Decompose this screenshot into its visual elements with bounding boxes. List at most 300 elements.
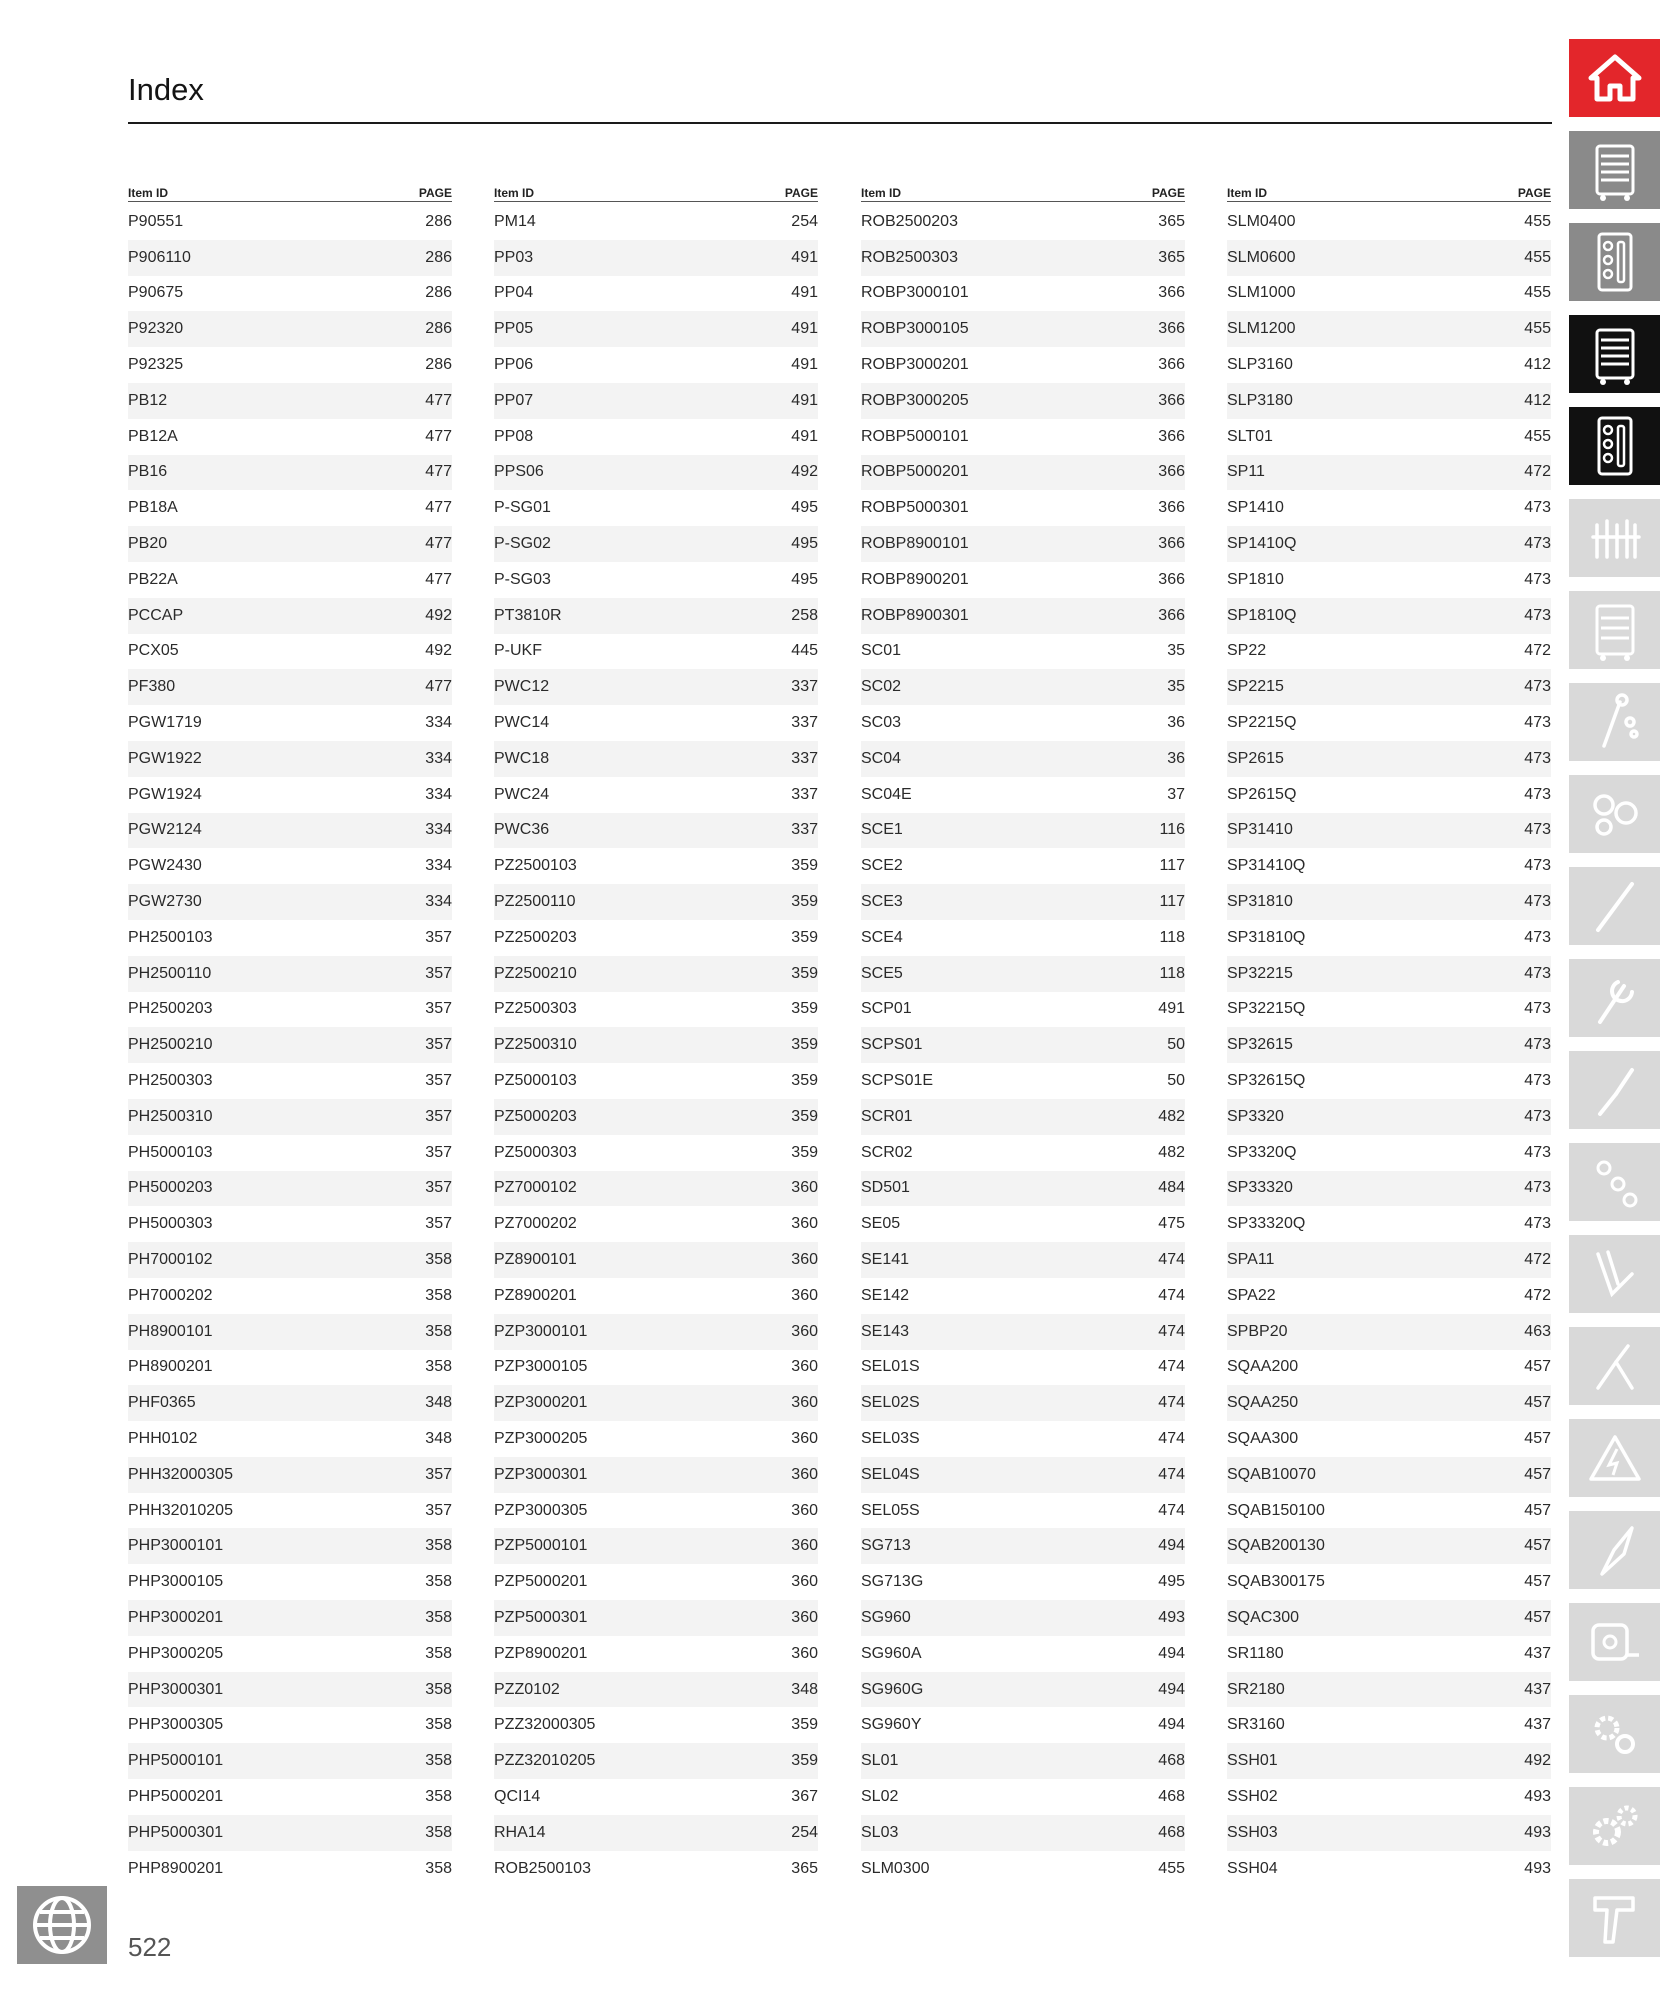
item-page: 337 — [791, 678, 818, 696]
index-row — [861, 526, 1185, 562]
item-id: SP1810 — [1227, 570, 1284, 588]
hex-keys-icon — [1588, 1244, 1642, 1304]
item-page: 360 — [791, 1501, 818, 1519]
item-id: QCI14 — [494, 1787, 541, 1805]
item-id: SP2215Q — [1227, 714, 1297, 732]
item-page: 357 — [425, 1215, 452, 1233]
item-id: SCE2 — [861, 857, 903, 875]
item-id: PH2500103 — [128, 928, 213, 946]
index-row — [494, 1457, 818, 1493]
tab-wrench-socket[interactable] — [1569, 683, 1660, 761]
index-row — [861, 813, 1185, 849]
item-id: PHH32010205 — [128, 1501, 233, 1519]
item-id: PZP5000201 — [494, 1573, 588, 1591]
tab-gears[interactable] — [1569, 1787, 1660, 1865]
item-id: SCE4 — [861, 928, 903, 946]
item-page: 473 — [1524, 749, 1551, 767]
index-row — [1227, 1099, 1551, 1135]
item-id: P-SG01 — [494, 499, 551, 517]
index-row — [128, 1171, 452, 1207]
index-row — [1227, 240, 1551, 276]
item-page: 359 — [791, 1036, 818, 1054]
item-page: 357 — [425, 1036, 452, 1054]
item-id: SP33320 — [1227, 1179, 1293, 1197]
item-page: 437 — [1524, 1680, 1551, 1698]
item-page: 473 — [1524, 821, 1551, 839]
index-row — [494, 1564, 818, 1600]
item-page: 286 — [425, 284, 452, 302]
item-page: 493 — [1524, 1787, 1551, 1805]
item-id: P-UKF — [494, 642, 542, 660]
item-id: PT3810R — [494, 606, 562, 624]
item-id: PHP5000301 — [128, 1823, 224, 1841]
index-row — [128, 419, 452, 455]
item-id: RHA14 — [494, 1823, 546, 1841]
item-id: SC04 — [861, 749, 902, 767]
index-row — [1227, 1350, 1551, 1386]
index-row — [494, 204, 818, 240]
item-page: 468 — [1158, 1752, 1185, 1770]
index-row — [861, 956, 1185, 992]
sockets-icon — [1588, 787, 1642, 841]
item-id: ROB2500103 — [494, 1859, 591, 1877]
item-id: SQAA300 — [1227, 1429, 1299, 1447]
item-page: 357 — [425, 1107, 452, 1125]
item-page: 491 — [791, 391, 818, 409]
index-row — [1227, 1242, 1551, 1278]
item-id: PH8900201 — [128, 1358, 213, 1376]
pneumatic-tool-icon — [1587, 1888, 1643, 1948]
tape-measure-icon — [1587, 1617, 1643, 1667]
item-id: PZP3000101 — [494, 1322, 588, 1340]
item-id: SCPS01E — [861, 1072, 934, 1090]
item-id: PZZ0102 — [494, 1680, 560, 1698]
item-page: 477 — [425, 570, 452, 588]
item-id: SQAB300175 — [1227, 1573, 1325, 1591]
item-page: 360 — [791, 1358, 818, 1376]
header-page: PAGE — [784, 186, 818, 200]
item-page: 473 — [1524, 1215, 1551, 1233]
index-row — [494, 1672, 818, 1708]
item-page: 117 — [1159, 857, 1185, 875]
tab-roller-cabinet[interactable] — [1569, 591, 1660, 669]
index-row — [1227, 383, 1551, 419]
gears-icon — [1587, 1798, 1643, 1854]
item-id: P-SG02 — [494, 535, 551, 553]
tab-hex-keys[interactable] — [1569, 1235, 1660, 1313]
item-id: P-SG03 — [494, 570, 551, 588]
item-id: ROBP3000205 — [861, 391, 969, 409]
index-row — [861, 1743, 1185, 1779]
tab-socket-tray[interactable] — [1569, 223, 1660, 301]
item-id: SQAB10070 — [1227, 1465, 1316, 1483]
item-id: SPA22 — [1227, 1286, 1276, 1304]
item-id: PH2500303 — [128, 1072, 213, 1090]
item-page: 474 — [1158, 1358, 1185, 1376]
item-id: SSH01 — [1227, 1752, 1278, 1770]
item-page: 254 — [791, 1823, 818, 1841]
item-id: PZ5000103 — [494, 1072, 577, 1090]
item-page: 366 — [1158, 284, 1185, 302]
item-page: 472 — [1524, 1286, 1551, 1304]
item-page: 472 — [1524, 642, 1551, 660]
tab-socket-tray-2[interactable] — [1569, 407, 1660, 485]
index-row — [494, 1314, 818, 1350]
item-id: PZ2500103 — [494, 857, 577, 875]
item-page: 457 — [1524, 1358, 1551, 1376]
item-page: 493 — [1524, 1859, 1551, 1877]
item-id: PGW1719 — [128, 714, 202, 732]
item-page: 360 — [791, 1573, 818, 1591]
item-page: 491 — [791, 284, 818, 302]
tool-set-icon — [1589, 513, 1641, 563]
item-page: 334 — [425, 857, 452, 875]
item-page: 494 — [1158, 1644, 1185, 1662]
item-page: 334 — [425, 785, 452, 803]
item-page: 359 — [791, 928, 818, 946]
item-page: 50 — [1167, 1072, 1185, 1090]
tab-sockets[interactable] — [1569, 775, 1660, 853]
item-id: SEL05S — [861, 1501, 920, 1519]
item-page: 468 — [1158, 1823, 1185, 1841]
item-id: SR2180 — [1227, 1680, 1285, 1698]
item-page: 412 — [1524, 391, 1551, 409]
item-id: ROBP3000105 — [861, 320, 969, 338]
globe-button[interactable] — [17, 1886, 107, 1964]
item-page: 258 — [791, 606, 818, 624]
index-row — [128, 956, 452, 992]
item-page: 366 — [1158, 499, 1185, 517]
item-page: 358 — [425, 1573, 452, 1591]
item-page: 495 — [791, 535, 818, 553]
item-id: SP32615 — [1227, 1036, 1293, 1054]
item-id: PZP3000105 — [494, 1358, 588, 1376]
item-page: 473 — [1524, 1000, 1551, 1018]
item-page: 357 — [425, 1143, 452, 1161]
index-row — [1227, 813, 1551, 849]
index-row — [861, 1493, 1185, 1529]
index-row — [494, 1027, 818, 1063]
item-id: SP3320 — [1227, 1107, 1284, 1125]
item-id: SL02 — [861, 1787, 899, 1805]
item-id: SLP3160 — [1227, 356, 1293, 374]
item-page: 484 — [1158, 1179, 1185, 1197]
item-id: SP31410 — [1227, 821, 1293, 839]
index-row — [861, 1636, 1185, 1672]
item-page: 366 — [1158, 427, 1185, 445]
item-page: 494 — [1158, 1716, 1185, 1734]
item-page: 118 — [1159, 928, 1185, 946]
index-row — [494, 1135, 818, 1171]
item-id: SP33320Q — [1227, 1215, 1306, 1233]
index-row — [1227, 848, 1551, 884]
index-row — [1227, 1707, 1551, 1743]
page-number: 522 — [128, 1932, 172, 1962]
item-id: PZP3000201 — [494, 1394, 588, 1412]
index-row — [1227, 1851, 1551, 1887]
item-id: PZ7000202 — [494, 1215, 577, 1233]
item-page: 474 — [1158, 1501, 1185, 1519]
gear-chain-icon — [1587, 1706, 1643, 1762]
item-id: PZ5000203 — [494, 1107, 577, 1125]
index-row — [128, 1206, 452, 1242]
item-id: SSH04 — [1227, 1859, 1278, 1877]
item-id: SE143 — [861, 1322, 910, 1340]
item-id: SCE3 — [861, 893, 903, 911]
item-page: 455 — [1524, 320, 1551, 338]
tab-knife[interactable] — [1569, 1511, 1660, 1589]
item-id: PCCAP — [128, 606, 184, 624]
tab-tool-set[interactable] — [1569, 499, 1660, 577]
item-id: SP11 — [1227, 463, 1265, 481]
item-page: 491 — [791, 356, 818, 374]
index-row — [1227, 1206, 1551, 1242]
item-id: SLP3180 — [1227, 391, 1293, 409]
item-page: 365 — [791, 1859, 818, 1877]
item-page: 357 — [425, 1000, 452, 1018]
item-page: 254 — [791, 212, 818, 230]
index-row — [861, 884, 1185, 920]
item-page: 477 — [425, 463, 452, 481]
index-column-2 — [494, 180, 818, 1886]
tab-home[interactable] — [1569, 39, 1660, 117]
item-id: PP08 — [494, 427, 534, 445]
item-page: 358 — [425, 1752, 452, 1770]
item-id: PHP3000105 — [128, 1573, 224, 1591]
tab-pliers[interactable] — [1569, 1327, 1660, 1405]
index-row — [861, 1672, 1185, 1708]
item-id: SE141 — [861, 1251, 910, 1268]
tab-bits[interactable] — [1569, 1143, 1660, 1221]
item-page: 37 — [1167, 785, 1185, 803]
item-id: PWC36 — [494, 821, 550, 839]
index-row — [494, 1600, 818, 1636]
header-item-id: Item ID — [861, 186, 902, 200]
index-row — [128, 1063, 452, 1099]
index-row — [494, 777, 818, 813]
item-page: 358 — [425, 1358, 452, 1376]
index-row — [128, 1743, 452, 1779]
column-header — [494, 180, 818, 202]
item-id: PZ2500110 — [494, 893, 576, 911]
index-row — [861, 992, 1185, 1028]
item-page: 367 — [791, 1787, 818, 1805]
item-id: SP32615Q — [1227, 1072, 1306, 1090]
item-id: PZP5000301 — [494, 1608, 588, 1626]
index-row — [494, 741, 818, 777]
tab-electric-warning[interactable] — [1569, 1419, 1660, 1497]
index-row — [1227, 884, 1551, 920]
index-row — [861, 1350, 1185, 1386]
item-page: 491 — [791, 320, 818, 338]
item-page: 117 — [1159, 893, 1185, 911]
index-row — [861, 1528, 1185, 1564]
item-page: 457 — [1524, 1537, 1551, 1555]
index-row — [1227, 1815, 1551, 1851]
index-row — [1227, 992, 1551, 1028]
item-id: P90551 — [128, 212, 184, 230]
item-id: P92320 — [128, 320, 184, 338]
tab-screwdriver-bit[interactable] — [1569, 1051, 1660, 1129]
column-header — [861, 180, 1185, 202]
index-row — [128, 848, 452, 884]
item-id: ROBP8900101 — [861, 535, 969, 553]
index-row — [1227, 1600, 1551, 1636]
item-id: SQAB200130 — [1227, 1537, 1325, 1555]
column-header — [128, 180, 452, 202]
index-row — [861, 777, 1185, 813]
item-id: SL01 — [861, 1752, 899, 1770]
item-id: PB12 — [128, 391, 168, 409]
item-id: PHP3000201 — [128, 1608, 224, 1626]
item-page: 474 — [1158, 1394, 1185, 1412]
item-id: PH2500110 — [128, 964, 212, 982]
item-id: SP1410Q — [1227, 535, 1297, 553]
item-page: 337 — [791, 785, 818, 803]
index-row — [128, 1027, 452, 1063]
index-row — [1227, 598, 1551, 634]
index-row — [128, 1528, 452, 1564]
item-id: PGW2730 — [128, 893, 202, 911]
item-id: PZ5000303 — [494, 1143, 577, 1161]
index-row — [128, 1385, 452, 1421]
item-id: PHP5000101 — [128, 1752, 224, 1770]
tab-wrench[interactable] — [1569, 959, 1660, 1037]
item-id: PP03 — [494, 248, 534, 266]
index-row — [494, 526, 818, 562]
item-page: 473 — [1524, 606, 1551, 624]
item-id: SD501 — [861, 1179, 910, 1197]
item-id: SCE1 — [861, 821, 903, 839]
item-page: 473 — [1524, 893, 1551, 911]
item-id: PZP3000205 — [494, 1429, 588, 1447]
tab-tape-measure[interactable] — [1569, 1603, 1660, 1681]
item-id: SE05 — [861, 1215, 901, 1233]
item-page: 286 — [425, 356, 452, 374]
index-row — [861, 1421, 1185, 1457]
index-row — [494, 705, 818, 741]
item-page: 445 — [791, 642, 818, 660]
tab-screwdriver[interactable] — [1569, 867, 1660, 945]
item-page: 359 — [791, 857, 818, 875]
item-id: PH2500203 — [128, 1000, 213, 1018]
index-row — [1227, 490, 1551, 526]
item-page: 477 — [425, 391, 452, 409]
item-page: 357 — [425, 1465, 452, 1483]
item-id: PWC14 — [494, 714, 550, 732]
item-page: 360 — [791, 1322, 818, 1340]
tab-tool-cabinet[interactable] — [1569, 131, 1660, 209]
item-page: 457 — [1524, 1394, 1551, 1412]
item-id: SG960A — [861, 1644, 922, 1662]
item-page: 358 — [425, 1716, 452, 1734]
item-id: PP04 — [494, 284, 534, 302]
tab-pneumatic-tool[interactable] — [1569, 1879, 1660, 1957]
item-id: SG960 — [861, 1608, 911, 1626]
index-row — [1227, 1135, 1551, 1171]
index-row — [861, 347, 1185, 383]
index-row — [494, 634, 818, 670]
item-id: PB16 — [128, 463, 168, 481]
index-row — [128, 562, 452, 598]
item-page: 457 — [1524, 1465, 1551, 1483]
index-row — [494, 1493, 818, 1529]
item-page: 358 — [425, 1680, 452, 1698]
index-row — [128, 1350, 452, 1386]
item-id: PCX05 — [128, 642, 179, 660]
item-id: SC02 — [861, 678, 902, 696]
tab-tool-cabinet-2[interactable] — [1569, 315, 1660, 393]
index-row — [861, 1564, 1185, 1600]
item-page: 473 — [1524, 1179, 1551, 1197]
item-id: PWC24 — [494, 785, 550, 803]
tab-gear-chain[interactable] — [1569, 1695, 1660, 1773]
index-row — [494, 848, 818, 884]
index-row — [494, 1385, 818, 1421]
item-page: 360 — [791, 1251, 818, 1268]
item-page: 366 — [1158, 570, 1185, 588]
index-row — [1227, 669, 1551, 705]
item-id: SP2615Q — [1227, 785, 1297, 803]
item-id: SP22 — [1227, 642, 1267, 660]
item-id: PZ2500203 — [494, 928, 577, 946]
item-id: SLT01 — [1227, 427, 1273, 445]
item-page: 286 — [425, 320, 452, 338]
index-column-1 — [128, 180, 452, 1886]
item-id: PWC12 — [494, 678, 550, 696]
item-id: PB20 — [128, 535, 168, 553]
index-row — [1227, 419, 1551, 455]
item-page: 334 — [425, 821, 452, 839]
index-row — [1227, 1636, 1551, 1672]
index-row — [128, 1242, 452, 1278]
item-page: 357 — [425, 928, 452, 946]
index-row — [128, 884, 452, 920]
item-page: 360 — [791, 1537, 818, 1555]
index-row — [1227, 1779, 1551, 1815]
index-row — [861, 1600, 1185, 1636]
item-page: 473 — [1524, 714, 1551, 732]
index-row — [494, 1171, 818, 1207]
item-page: 360 — [791, 1286, 818, 1304]
index-row — [128, 490, 452, 526]
item-page: 357 — [425, 964, 452, 982]
index-row — [128, 1779, 452, 1815]
item-page: 358 — [425, 1859, 452, 1877]
item-id: P90675 — [128, 284, 184, 302]
item-page: 473 — [1524, 964, 1551, 982]
item-page: 359 — [791, 1072, 818, 1090]
home-icon — [1588, 53, 1642, 103]
index-row — [861, 741, 1185, 777]
index-row — [494, 240, 818, 276]
item-page: 360 — [791, 1644, 818, 1662]
item-page: 348 — [791, 1680, 818, 1698]
wrench-socket-icon — [1590, 692, 1640, 752]
item-id: SG960Y — [861, 1716, 922, 1734]
item-page: 475 — [1158, 1215, 1185, 1233]
item-id: PHH32000305 — [128, 1465, 233, 1483]
index-row — [1227, 562, 1551, 598]
index-row — [1227, 455, 1551, 491]
item-page: 492 — [791, 463, 818, 481]
index-row — [861, 920, 1185, 956]
item-page: 463 — [1524, 1322, 1551, 1340]
item-page: 473 — [1524, 1072, 1551, 1090]
index-row — [861, 240, 1185, 276]
item-page: 495 — [791, 499, 818, 517]
index-row — [128, 1564, 452, 1600]
